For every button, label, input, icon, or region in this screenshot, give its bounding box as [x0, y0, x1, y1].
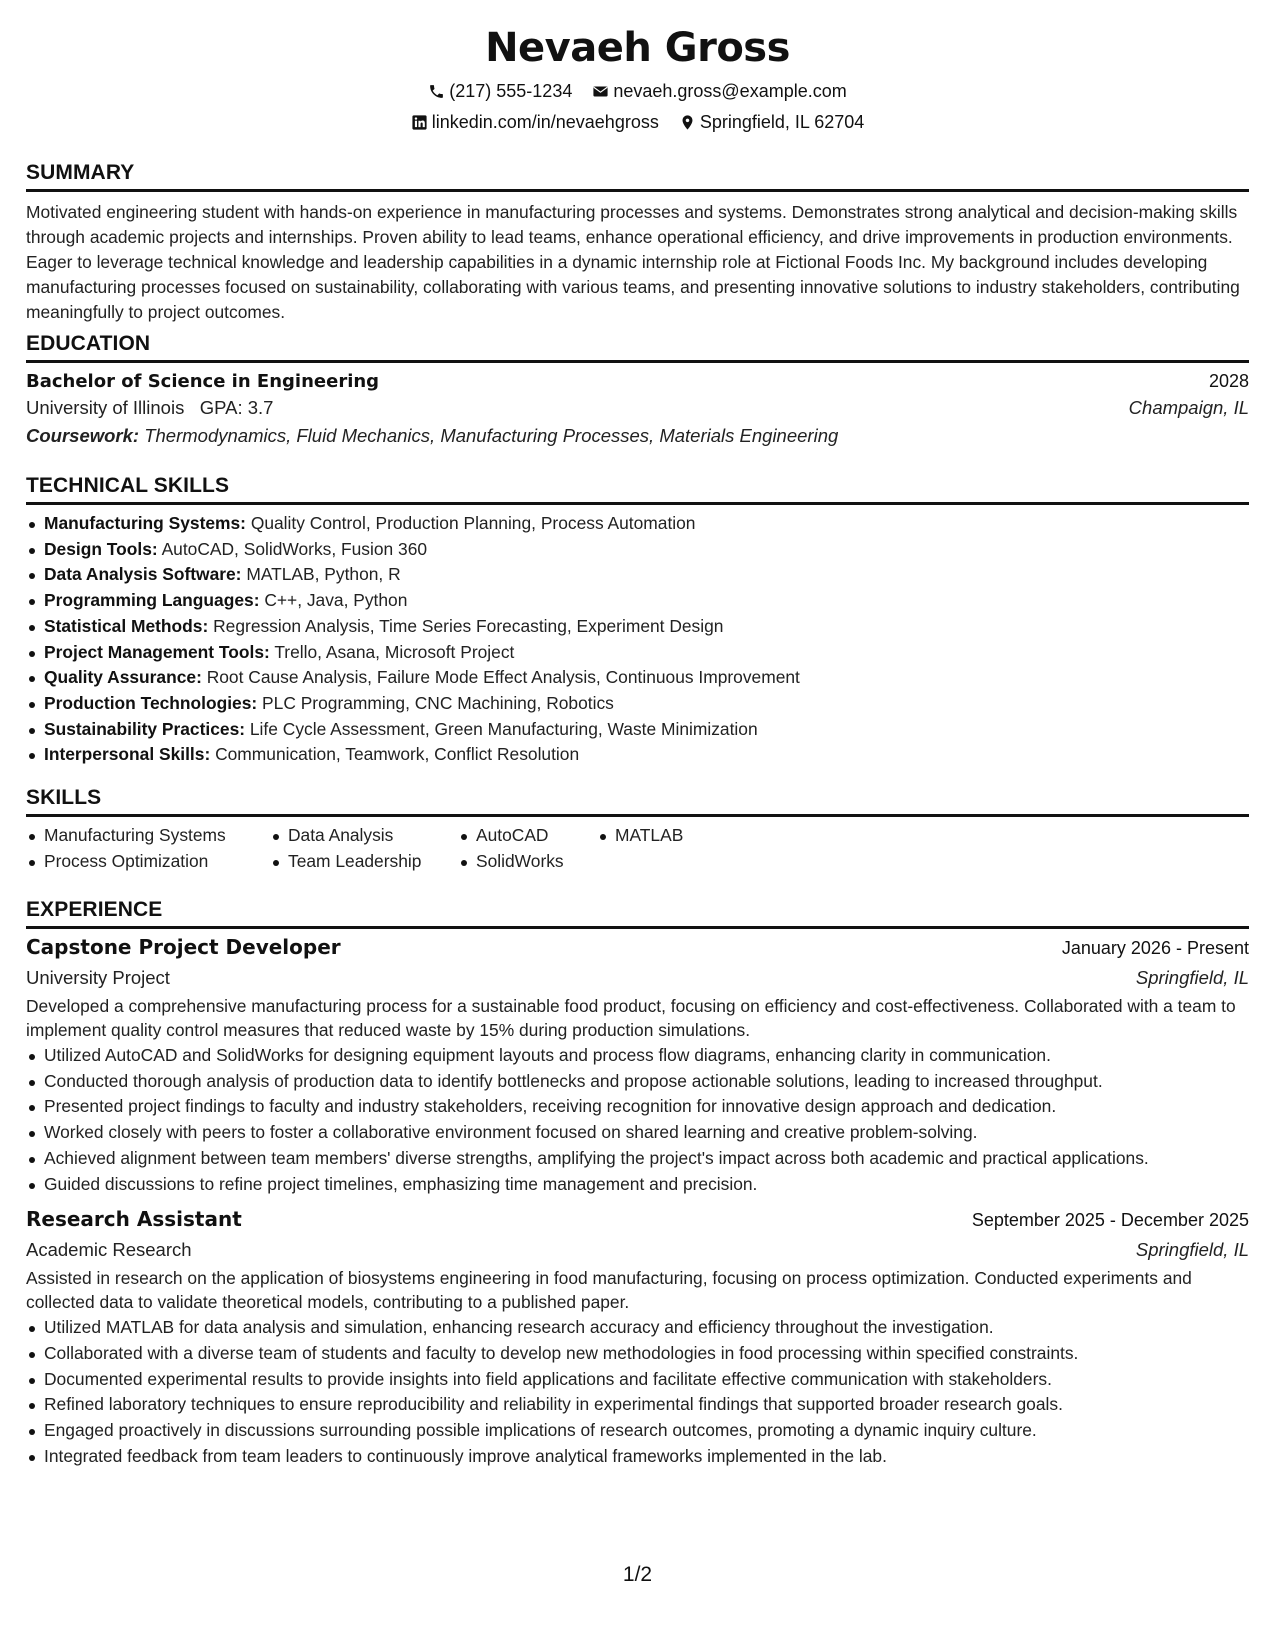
map-pin-icon [679, 114, 696, 131]
job-header-row [26, 1207, 1249, 1231]
list-item: Project Management Tools: Trello, Asana, Microsoft Project [26, 640, 1249, 666]
linkedin-icon [411, 114, 428, 131]
list-item: Worked closely with peers to foster a collaborative environment focused on shared learning and creative problem-solving. [26, 1120, 1249, 1146]
list-item: MATLAB [597, 823, 683, 849]
list-item: Data Analysis Software: MATLAB, Python, R [26, 562, 1249, 588]
graduation-year: 2028 [1208, 371, 1249, 391]
education-heading: EDUCATION [26, 331, 1249, 363]
linkedin-url[interactable]: linkedin.com/in/nevaehgross [431, 112, 659, 132]
coursework-list: Thermodynamics, Fluid Mechanics, Manufacturing Processes, Materials Engineering [144, 425, 839, 446]
experience-section [26, 897, 1249, 1469]
contact-row-2 [0, 111, 1275, 133]
technical-skills-list [26, 511, 1249, 768]
list-item: Sustainability Practices: Life Cycle Assessment, Green Manufacturing, Waste Minimization [26, 717, 1249, 743]
coursework-label: Coursework: [26, 425, 140, 446]
list-item: SolidWorks [458, 849, 597, 875]
list-item: Collaborated with a diverse team of students and faculty to develop new methodologies in food processing within specified constraints. [26, 1341, 1249, 1367]
school-location: Champaign, IL [1128, 397, 1249, 418]
job-location: Springfield, IL [1135, 1239, 1249, 1261]
envelope-icon [592, 83, 609, 100]
job-header-row [26, 935, 1249, 959]
list-item: Quality Assurance: Root Cause Analysis, Failure Mode Effect Analysis, Continuous Improvement [26, 665, 1249, 691]
list-item: Data Analysis [270, 823, 458, 849]
resume-header [0, 0, 1275, 133]
education-section [26, 331, 1249, 447]
phone-item [428, 80, 572, 102]
job-organization: University Project [26, 967, 170, 988]
job-entry [26, 935, 1249, 1197]
list-item: Production Technologies: PLC Programming, CNC Machining, Robotics [26, 691, 1249, 717]
list-item: Programming Languages: C++, Java, Python [26, 588, 1249, 614]
linkedin-item [411, 111, 659, 133]
skills-column-4 [597, 823, 683, 874]
list-item: Manufacturing Systems [26, 823, 270, 849]
school-info [26, 397, 273, 419]
list-item: Refined laboratory techniques to ensure reproducibility and reliability in experimental findings that supported broader research goals. [26, 1392, 1249, 1418]
degree-title: Bachelor of Science in Engineering [26, 371, 380, 392]
location-text: Springfield, IL 62704 [699, 112, 865, 132]
email-address[interactable]: nevaeh.gross@example.com [613, 81, 847, 101]
gpa: GPA: 3.7 [199, 397, 274, 418]
job-description: Assisted in research on the application of biosystems engineering in food manufacturing, focusing on process optimization. Conducted experiments and collected data to validate theoretical models, contributing to a published paper. [26, 1268, 1192, 1312]
list-item: Interpersonal Skills: Communication, Teamwork, Conflict Resolution [26, 742, 1249, 768]
skills-column-2 [270, 823, 458, 874]
job-org-row [26, 1239, 1249, 1261]
list-item: Engaged proactively in discussions surrounding possible implications of research outcomes, promoting a dynamic inquiry culture. [26, 1418, 1249, 1444]
job-bullets [26, 1043, 1249, 1197]
list-item: Documented experimental results to provide insights into field applications and facilitate effective communication with stakeholders. [26, 1367, 1249, 1393]
job-description: Developed a comprehensive manufacturing process for a sustainable food product, focusing on efficiency and cost-effectiveness. Collaborated with a team to implement quality control measures that reduced waste by 15% during production simulations. [26, 996, 1236, 1040]
list-item: Team Leadership [270, 849, 458, 875]
job-title: Research Assistant [26, 1207, 242, 1232]
job-location: Springfield, IL [1135, 967, 1249, 988]
contact-row-1 [0, 80, 1275, 102]
school-name: University of Illinois [26, 397, 185, 418]
list-item: Statistical Methods: Regression Analysis, Time Series Forecasting, Experiment Design [26, 614, 1249, 640]
job-dates: September 2025 - December 2025 [971, 1210, 1249, 1231]
skills-column-1 [26, 823, 270, 874]
job-dates: January 2026 - Present [1061, 938, 1249, 958]
skills-section [26, 785, 1249, 874]
experience-heading: EXPERIENCE [26, 897, 1249, 929]
skills-column-3 [458, 823, 597, 874]
list-item: AutoCAD [458, 823, 597, 849]
coursework-line [26, 425, 1249, 447]
job-organization: Academic Research [26, 1239, 192, 1261]
skills-heading: SKILLS [26, 785, 1249, 817]
list-item: Manufacturing Systems: Quality Control, Production Planning, Process Automation [26, 511, 1249, 537]
list-item: Utilized MATLAB for data analysis and simulation, enhancing research accuracy and efficiency throughout the investigation. [26, 1315, 1249, 1341]
list-item: Achieved alignment between team members' diverse strengths, amplifying the project's impact across both academic and practical applications. [26, 1146, 1249, 1172]
phone-icon [428, 83, 445, 100]
page-number: 1/2 [622, 1563, 653, 1586]
list-item: Utilized AutoCAD and SolidWorks for designing equipment layouts and process flow diagrams, enhancing clarity in communication. [26, 1043, 1249, 1069]
phone-number[interactable]: (217) 555-1234 [449, 81, 573, 101]
list-item: Design Tools: AutoCAD, SolidWorks, Fusion 360 [26, 537, 1249, 563]
summary-text: Motivated engineering student with hands-on experience in manufacturing processes and systems. Demonstrates strong analytical and decision-making skills through academic projects and internships. Proven ability to lead teams, enhance operational efficiency, and drive improvements in production environments. Eager to leverage technical knowledge and leadership capabilities in a dynamic internship role at Fictional Foods Inc. My background includes developing manufacturing processes focused on sustainability, collaborating with various teams, and presenting innovative solutions to industry stakeholders, contributing meaningfully to project outcomes. [26, 202, 1240, 322]
technical-skills-heading: TECHNICAL SKILLS [26, 473, 1249, 505]
email-item [592, 80, 846, 102]
summary-section [26, 160, 1249, 325]
location-item [679, 111, 864, 133]
list-item: Guided discussions to refine project timelines, emphasizing time management and precision. [26, 1172, 1249, 1198]
job-title: Capstone Project Developer [26, 935, 341, 959]
skills-grid [26, 823, 1249, 874]
summary-heading: SUMMARY [26, 160, 1249, 192]
candidate-name: Nevaeh Gross [485, 25, 790, 71]
job-org-row [26, 967, 1249, 989]
list-item: Process Optimization [26, 849, 270, 875]
education-school-row [26, 397, 1249, 419]
technical-skills-section [26, 473, 1249, 768]
job-bullets [26, 1315, 1249, 1469]
education-degree-row [26, 371, 1249, 392]
job-entry [26, 1207, 1249, 1469]
list-item: Integrated feedback from team leaders to continuously improve analytical frameworks implemented in the lab. [26, 1444, 1249, 1470]
list-item: Conducted thorough analysis of production data to identify bottlenecks and propose actionable solutions, leading to increased throughput. [26, 1069, 1249, 1095]
list-item: Presented project findings to faculty and industry stakeholders, receiving recognition for innovative design approach and dedication. [26, 1094, 1249, 1120]
